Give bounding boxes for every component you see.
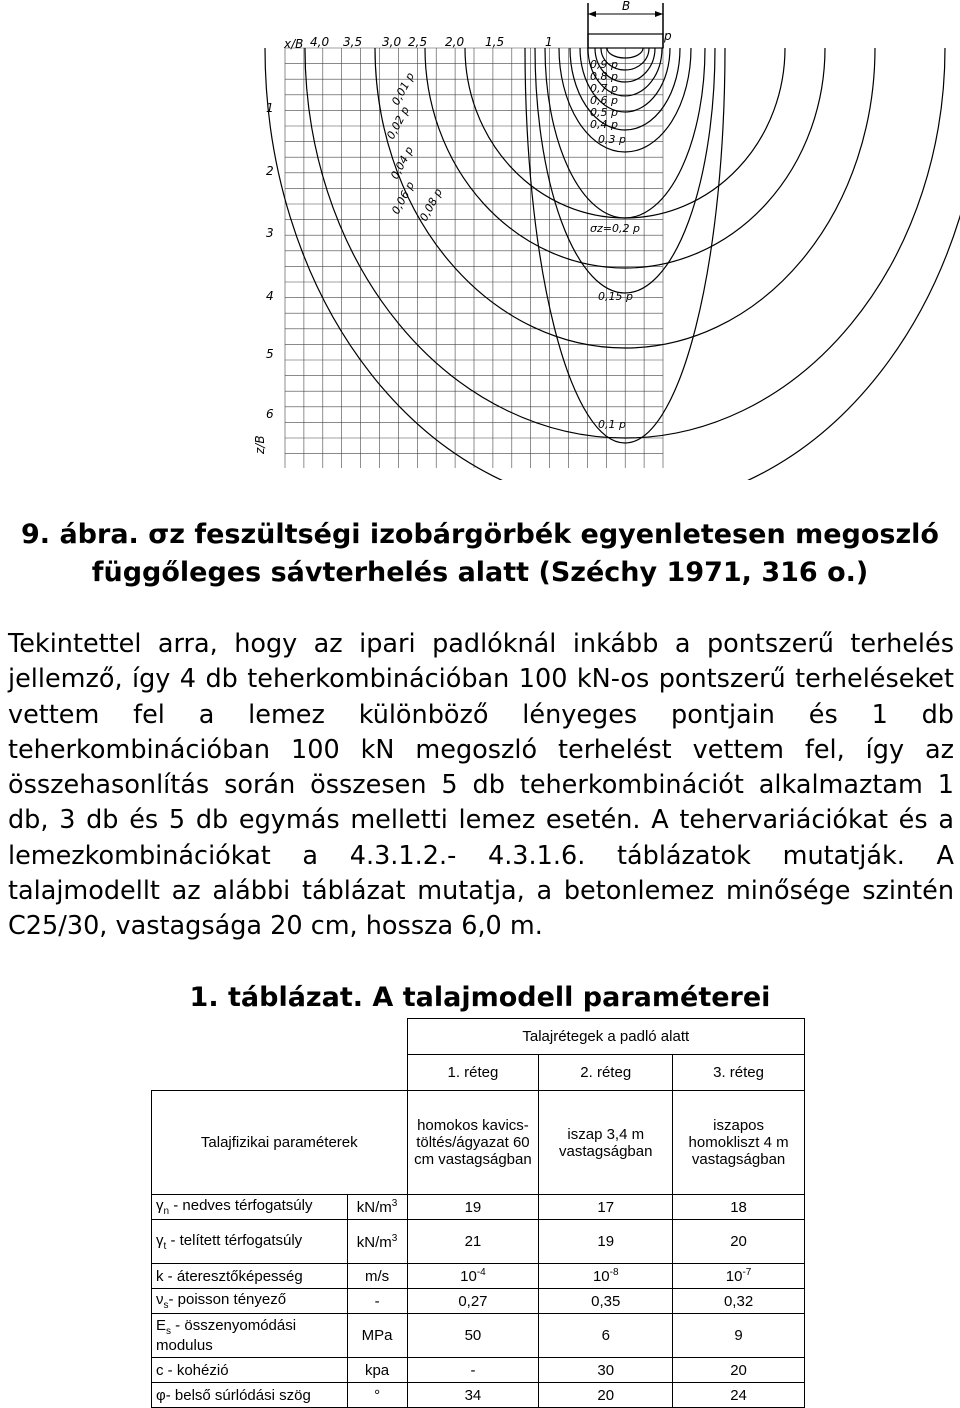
param-name: φ- belső súrlódási szög bbox=[152, 1383, 348, 1408]
isobar-label: 0,15 p bbox=[598, 290, 633, 303]
table-row bbox=[152, 1264, 805, 1289]
param-value: $10^{-7}$ bbox=[673, 1264, 805, 1289]
top-axis-tick: 1 bbox=[545, 35, 553, 49]
depth-axis-label: z/B bbox=[253, 435, 267, 454]
soil-parameter-table bbox=[151, 1018, 805, 1408]
load-label: p bbox=[664, 29, 672, 43]
layer-header: 3. réteg bbox=[673, 1055, 805, 1091]
table-row bbox=[152, 1383, 805, 1408]
layer-description: homokos kavics-töltés/ágyazat 60 cm vastagságban bbox=[407, 1091, 539, 1195]
top-axis-tick: 3,0 bbox=[382, 35, 402, 49]
top-axis-tick: 1,5 bbox=[485, 35, 505, 49]
isobar-label: σz=0,2 p bbox=[590, 222, 640, 235]
body-line: lemezkombinációkat a 4.3.1.2.- 4.3.1.6. táblázatok mutatják. A bbox=[8, 840, 954, 871]
body-line: összehasonlítás során összesen 5 db teherkombinációt alkalmaztam 1 bbox=[8, 770, 954, 801]
table-row bbox=[152, 1289, 805, 1314]
param-unit: $kN/m^3$ bbox=[347, 1195, 407, 1220]
depth-tick: 6 bbox=[266, 407, 274, 421]
param-value: 0,35 bbox=[539, 1289, 673, 1314]
body-line: talajmodellt az alábbi táblázat mutatja, a betonlemez minősége szintén bbox=[8, 876, 954, 907]
isobar-label: 0,01 p bbox=[389, 70, 418, 108]
param-name: $\nu_s-$ poisson tényező bbox=[152, 1289, 348, 1314]
width-label: B bbox=[622, 0, 631, 13]
figure-caption-line-2: függőleges sávterhelés alatt (Széchy 1971, 316 o.) bbox=[91, 557, 869, 588]
param-value: 20 bbox=[673, 1358, 805, 1383]
param-value: 9 bbox=[673, 1314, 805, 1358]
top-axis-tick: 4,0 bbox=[310, 35, 330, 49]
layer-header: 1. réteg bbox=[407, 1055, 539, 1091]
depth-tick: 2 bbox=[266, 164, 274, 178]
param-name: $E_s$ - összenyomódási modulus bbox=[152, 1314, 348, 1358]
body-line: jellemző, így 4 db teherkombinációban 100 kN-os pontszerű terheléseket bbox=[8, 664, 954, 695]
isobar-label: 0,04 p bbox=[388, 144, 417, 182]
table-row bbox=[152, 1314, 805, 1358]
param-value: 0,27 bbox=[407, 1289, 539, 1314]
depth-tick: 3 bbox=[266, 226, 274, 240]
body-line: db, 3 db és 5 db egymás melletti lemez esetén. A tehervariációkat és a bbox=[8, 805, 954, 836]
param-value: 20 bbox=[673, 1220, 805, 1264]
body-line: C25/30, vastagsága 20 cm, hossza 6,0 m. bbox=[8, 911, 543, 942]
param-unit: $kN/m^3$ bbox=[347, 1220, 407, 1264]
top-axis-label: x/B bbox=[284, 37, 304, 51]
param-value: 19 bbox=[407, 1195, 539, 1220]
isobar-label: 0,4 p bbox=[590, 118, 618, 131]
top-axis-tick: 2,5 bbox=[408, 35, 428, 49]
param-value: $10^{-4}$ bbox=[407, 1264, 539, 1289]
param-value: 0,32 bbox=[673, 1289, 805, 1314]
body-line: vettem fel a lemez különböző lényeges pontjain és 1 db bbox=[8, 699, 954, 730]
param-unit: MPa bbox=[347, 1314, 407, 1358]
figure-caption-line-1: 9. ábra. σz feszültségi izobárgörbék egyenletesen megoszló bbox=[21, 519, 939, 550]
group-header: Talajrétegek a padló alatt bbox=[407, 1019, 804, 1055]
table-title: 1. táblázat. A talajmodell paraméterei bbox=[189, 982, 771, 1013]
isobar-figure bbox=[0, 0, 960, 480]
isobar-label: 0,02 p bbox=[384, 104, 413, 142]
isobar-label: 0,08 p bbox=[417, 186, 446, 224]
isobar-label: 0,6 p bbox=[590, 94, 618, 107]
param-name: $\gamma_n$ - nedves térfogatsúly bbox=[152, 1195, 348, 1220]
layer-description: iszap 3,4 m vastagságban bbox=[539, 1091, 673, 1195]
param-name: k - áteresztőképesség bbox=[152, 1264, 348, 1289]
isobar-label: 0,06 p bbox=[389, 179, 418, 217]
param-value: 21 bbox=[407, 1220, 539, 1264]
body-line: teherkombinációban 100 kN megoszló terhelést vettem fel, így az bbox=[8, 734, 954, 765]
param-header: Talajfizikai paraméterek bbox=[152, 1091, 408, 1195]
layer-description: iszapos homokliszt 4 m vastagságban bbox=[673, 1091, 805, 1195]
param-unit: - bbox=[347, 1289, 407, 1314]
depth-tick: 5 bbox=[266, 347, 274, 361]
top-axis-tick: 3,5 bbox=[343, 35, 363, 49]
body-line: Tekintettel arra, hogy az ipari padlóknál inkább a pontszerű terhelés bbox=[8, 629, 954, 659]
isobar-label: 0,7 p bbox=[590, 82, 618, 95]
param-unit: m/s bbox=[347, 1264, 407, 1289]
param-value: $10^{-8}$ bbox=[539, 1264, 673, 1289]
param-unit: kpa bbox=[347, 1358, 407, 1383]
depth-tick: 4 bbox=[266, 289, 274, 303]
layer-header: 2. réteg bbox=[539, 1055, 673, 1091]
param-value: 50 bbox=[407, 1314, 539, 1358]
table-row bbox=[152, 1220, 805, 1264]
param-value: 20 bbox=[539, 1383, 673, 1408]
table-row bbox=[152, 1358, 805, 1383]
isobar-label: 0,1 p bbox=[598, 418, 626, 431]
isobar-label: 0,3 p bbox=[598, 133, 626, 146]
param-value: 24 bbox=[673, 1383, 805, 1408]
body-paragraph bbox=[8, 627, 954, 945]
param-value: 17 bbox=[539, 1195, 673, 1220]
top-axis-tick: 2,0 bbox=[445, 35, 465, 49]
figure-labels bbox=[266, 35, 640, 431]
param-value: 6 bbox=[539, 1314, 673, 1358]
param-name: $\gamma_t$ - telített térfogatsúly bbox=[152, 1220, 348, 1264]
param-unit: ° bbox=[347, 1383, 407, 1408]
depth-tick: 1 bbox=[266, 101, 274, 115]
param-value: 34 bbox=[407, 1383, 539, 1408]
param-value: 18 bbox=[673, 1195, 805, 1220]
isobar-label: 0,9 p bbox=[590, 58, 618, 71]
param-value: 30 bbox=[539, 1358, 673, 1383]
param-name: c - kohézió bbox=[152, 1358, 348, 1383]
param-value: - bbox=[407, 1358, 539, 1383]
param-value: 19 bbox=[539, 1220, 673, 1264]
isobar-label: 0,8 p bbox=[590, 70, 618, 83]
table-row bbox=[152, 1195, 805, 1220]
isobar-label: 0,5 p bbox=[590, 106, 618, 119]
